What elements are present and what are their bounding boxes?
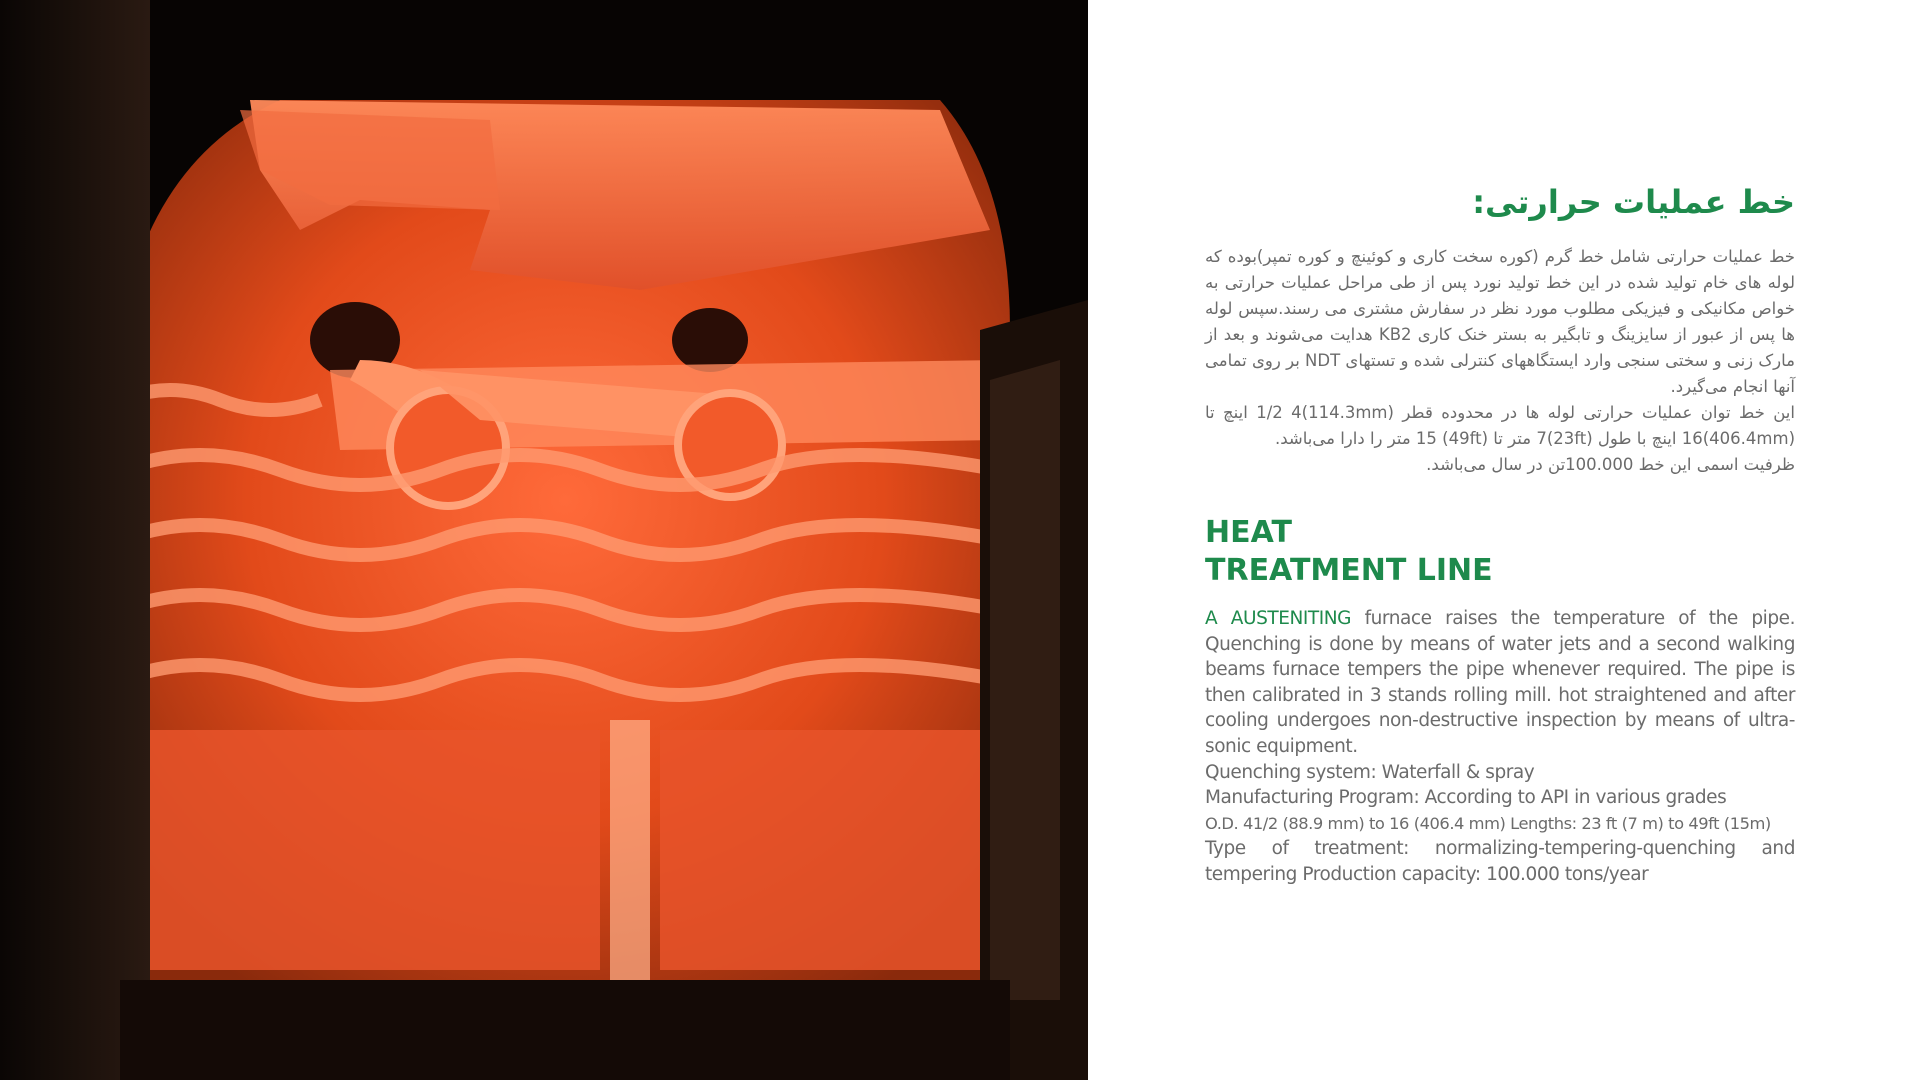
- english-paragraph-body: furnace raises the temperature of the pipe. Quenching is done by means of water jets and a second walking beams furnace tempers the pipe whenever required. The pipe is then calibrated in 3 stands rolling mill. hot straightened and after cooling undergoes non-destructive inspection by means of ultra-sonic equipment.: [1205, 608, 1796, 757]
- manufacturing-program-line: Manufacturing Program: According to API in various grades: [1205, 787, 1727, 809]
- dimensions-line: O.D. 41/2 (88.9 mm) to 16 (406.4 mm) Lengths: 23 ft (7 m) to 49ft (15m): [1205, 813, 1771, 833]
- english-title: [1205, 514, 1795, 590]
- quenching-system-line: Quenching system: Waterfall & spray: [1205, 761, 1535, 783]
- english-paragraph: [1205, 606, 1795, 760]
- treatment-line: Type of treatment: normalizing-tempering-quenching and tempering Production capacity: 100.000 tons/year: [1205, 838, 1795, 885]
- text-panel: [1205, 180, 1795, 888]
- english-title-line2: TREATMENT LINE: [1205, 553, 1493, 588]
- persian-capacity-line: ظرفیت اسمی این خط 100.000تن در سال می‌باشد.: [1426, 455, 1795, 474]
- english-title-line1: HEAT: [1205, 515, 1292, 550]
- persian-paragraph: خط عملیات حرارتی شامل خط گرم (کوره سخت کاری و کوئینچ و کوره تمپر)بوده که لوله های خام تولید شده در این خط تولید نورد پس از طی مراحل عملیات حرارتی به خواص مکانیکی و فیزیکی مطلوب مورد نظر در سفارش مشتری می رسند.سپس لوله ها پس از عبور از سایزینگ و تابگیر به بستر خنک کاری KB2 هدایت می‌شوند و بعد از مارک زنی و سختی سنجی وارد ایستگاههای کنترلی شده و تستهای NDT بر روی تمامی آنها انجام می‌گیرد.: [1205, 247, 1795, 396]
- persian-range-paragraph: این خط توان عملیات حرارتی لوله ها در محدوده قطر (114.3mm)1/2 4 اینچ تا (406.4mm)16 اینچ با طول (23ft)7 متر تا (49ft) 15 متر را دارا می‌باشد.: [1205, 403, 1795, 448]
- english-accent-lead: A AUSTENITING: [1205, 608, 1351, 629]
- persian-title: خط عملیات حرارتی:: [1472, 183, 1795, 221]
